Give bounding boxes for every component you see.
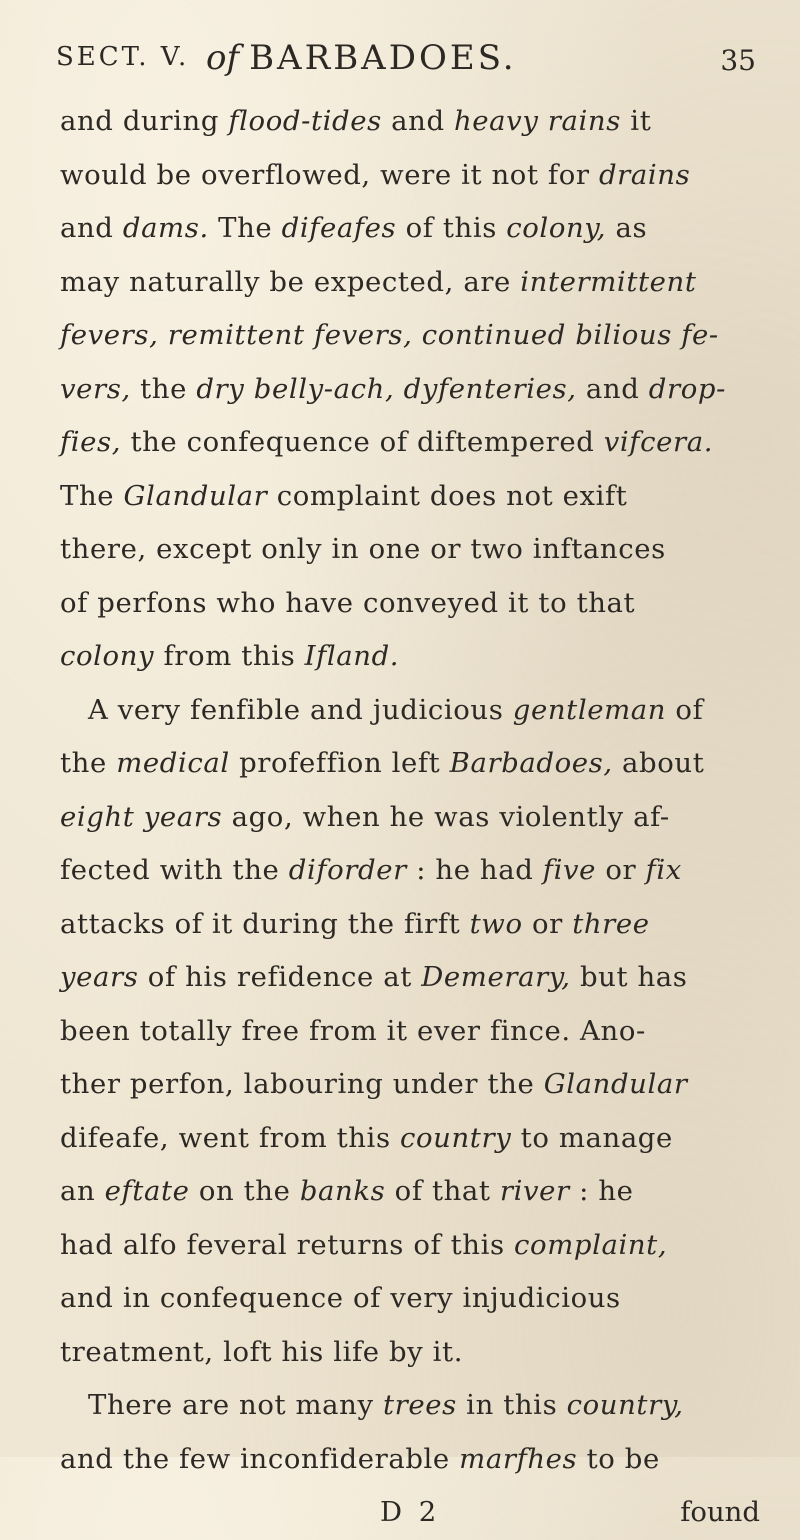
text-segment: fix [645,854,682,886]
text-segment: had alfo feveral returns of this [60,1228,515,1261]
text-segment: the [60,747,117,779]
text-line-7 [60,416,760,470]
text-segment: to be [577,1442,660,1475]
text-line-3 [60,202,760,256]
text-segment: would be overflowed, were it not for [60,158,599,191]
catchword: found [680,1496,760,1528]
text-line-4 [60,256,760,310]
text-segment: three [572,907,650,940]
text-segment: complaint, [514,1228,668,1261]
text-segment: difeafes [281,212,397,244]
text-segment: or [522,907,573,940]
text-segment: diforder [288,854,407,886]
text-segment: medical [116,747,230,779]
text-segment: and [576,372,649,405]
text-segment: The [60,479,124,512]
text-segment: fected with the [60,854,289,886]
text-line-2 [60,149,760,203]
text-segment: Barbadoes, [449,747,613,779]
text-segment: river [499,1175,570,1207]
text-segment: : he [569,1175,634,1207]
text-line-15 [60,844,760,898]
text-segment: there, except only in one or two inftances [60,533,666,565]
text-segment: but has [570,961,688,993]
text-segment: from this [154,640,305,672]
text-line-19 [60,1058,760,1112]
text-line-23 [60,1272,760,1326]
text-line-5 [60,309,760,363]
text-segment: of that [385,1175,500,1207]
text-segment: : he had [406,854,543,886]
text-segment: intermittent [520,265,697,298]
text-segment: country [400,1121,512,1154]
text-segment: or [595,854,646,886]
text-segment: vifcera. [603,426,714,458]
text-segment: treatment, loft his life by it. [60,1335,464,1368]
text-segment: A very fenfible and judicious [88,693,513,726]
running-title-of: of [206,38,240,78]
text-line-20 [60,1112,760,1166]
text-segment: to manage [511,1121,673,1154]
text-segment: The [208,212,282,244]
signature-mark: D 2 [380,1496,441,1528]
text-segment: eight years [60,800,223,833]
text-segment: on the [189,1175,300,1207]
text-segment: marfhes [459,1442,578,1475]
text-segment: attacks of it during the firft [60,907,470,940]
text-segment: been totally free from it ever fince. Ano- [60,1014,646,1047]
text-segment: an [60,1175,105,1207]
text-line-12 [60,684,760,738]
text-line-26 [60,1433,760,1487]
text-segment: of this [396,212,507,244]
page-number: 35 [720,44,756,77]
text-segment: colony, [506,212,607,244]
text-segment: may naturally be expected, are [60,265,521,298]
text-segment: and [381,105,454,137]
text-segment: drains [598,158,691,191]
text-segment: fevers, remittent fevers, continued bilious fe- [60,319,719,351]
text-segment: difeafe, went from this [60,1121,401,1154]
text-segment: banks [299,1175,386,1207]
text-segment: of his refidence at [138,961,422,993]
running-title-name: BARBADOES. [249,38,517,78]
text-segment: about [612,747,705,779]
text-line-18 [60,1005,760,1059]
text-segment: flood-tides [228,105,382,137]
text-segment: and [60,212,123,244]
text-segment: the confequence of diftempered [121,426,604,458]
text-segment: of perfons who have conveyed it to that [60,586,636,619]
text-line-21 [60,1165,760,1219]
text-line-6 [60,363,760,417]
text-segment: in this [456,1389,567,1421]
running-header [56,38,756,98]
text-line-1 [60,95,760,149]
text-segment: Glandular [543,1068,688,1100]
body-text [60,95,760,1540]
text-segment: profeffion left [229,747,450,779]
section-marker: SECT. V. [56,42,190,72]
text-segment: heavy rains [454,105,621,137]
text-segment: There are not many [88,1389,383,1421]
text-line-25 [60,1379,760,1433]
text-line-22 [60,1219,760,1273]
text-segment: five [542,854,596,886]
page-footer [60,1486,760,1540]
text-segment: complaint does not exift [267,479,628,512]
text-segment: vers, [60,372,131,405]
text-segment: trees [382,1389,457,1421]
text-line-9 [60,523,760,577]
text-segment: fies, [60,426,122,458]
text-segment: the [130,372,197,405]
text-line-10 [60,577,760,631]
text-segment: two [469,907,523,940]
text-line-16 [60,898,760,952]
text-segment: Glandular [123,479,268,512]
text-line-8 [60,470,760,524]
text-segment: ther perfon, labouring under the [60,1068,544,1100]
text-segment: country, [566,1389,684,1421]
text-segment: ago, when he was violently af- [222,800,670,833]
text-segment: drop- [648,372,726,405]
text-segment: and in confequence of very injudicious [60,1282,621,1314]
text-line-24 [60,1326,760,1380]
text-segment: and the few inconfiderable [60,1442,460,1475]
text-line-14 [60,791,760,845]
text-segment: eftate [104,1175,190,1207]
text-segment: it [620,105,652,137]
text-line-17 [60,951,760,1005]
running-title [206,38,517,78]
text-segment: dry belly-ach, dyfenteries, [196,372,577,405]
text-line-13 [60,737,760,791]
text-segment: Ifland. [304,640,400,672]
text-segment: colony [60,640,155,672]
text-segment: gentleman [512,693,667,726]
text-segment: dams. [122,212,209,244]
text-segment: and during [60,105,229,137]
text-segment: of [666,693,704,726]
text-segment: Demerary, [421,961,571,993]
text-segment: as [606,212,648,244]
text-line-11 [60,630,760,684]
text-segment: years [60,961,139,993]
